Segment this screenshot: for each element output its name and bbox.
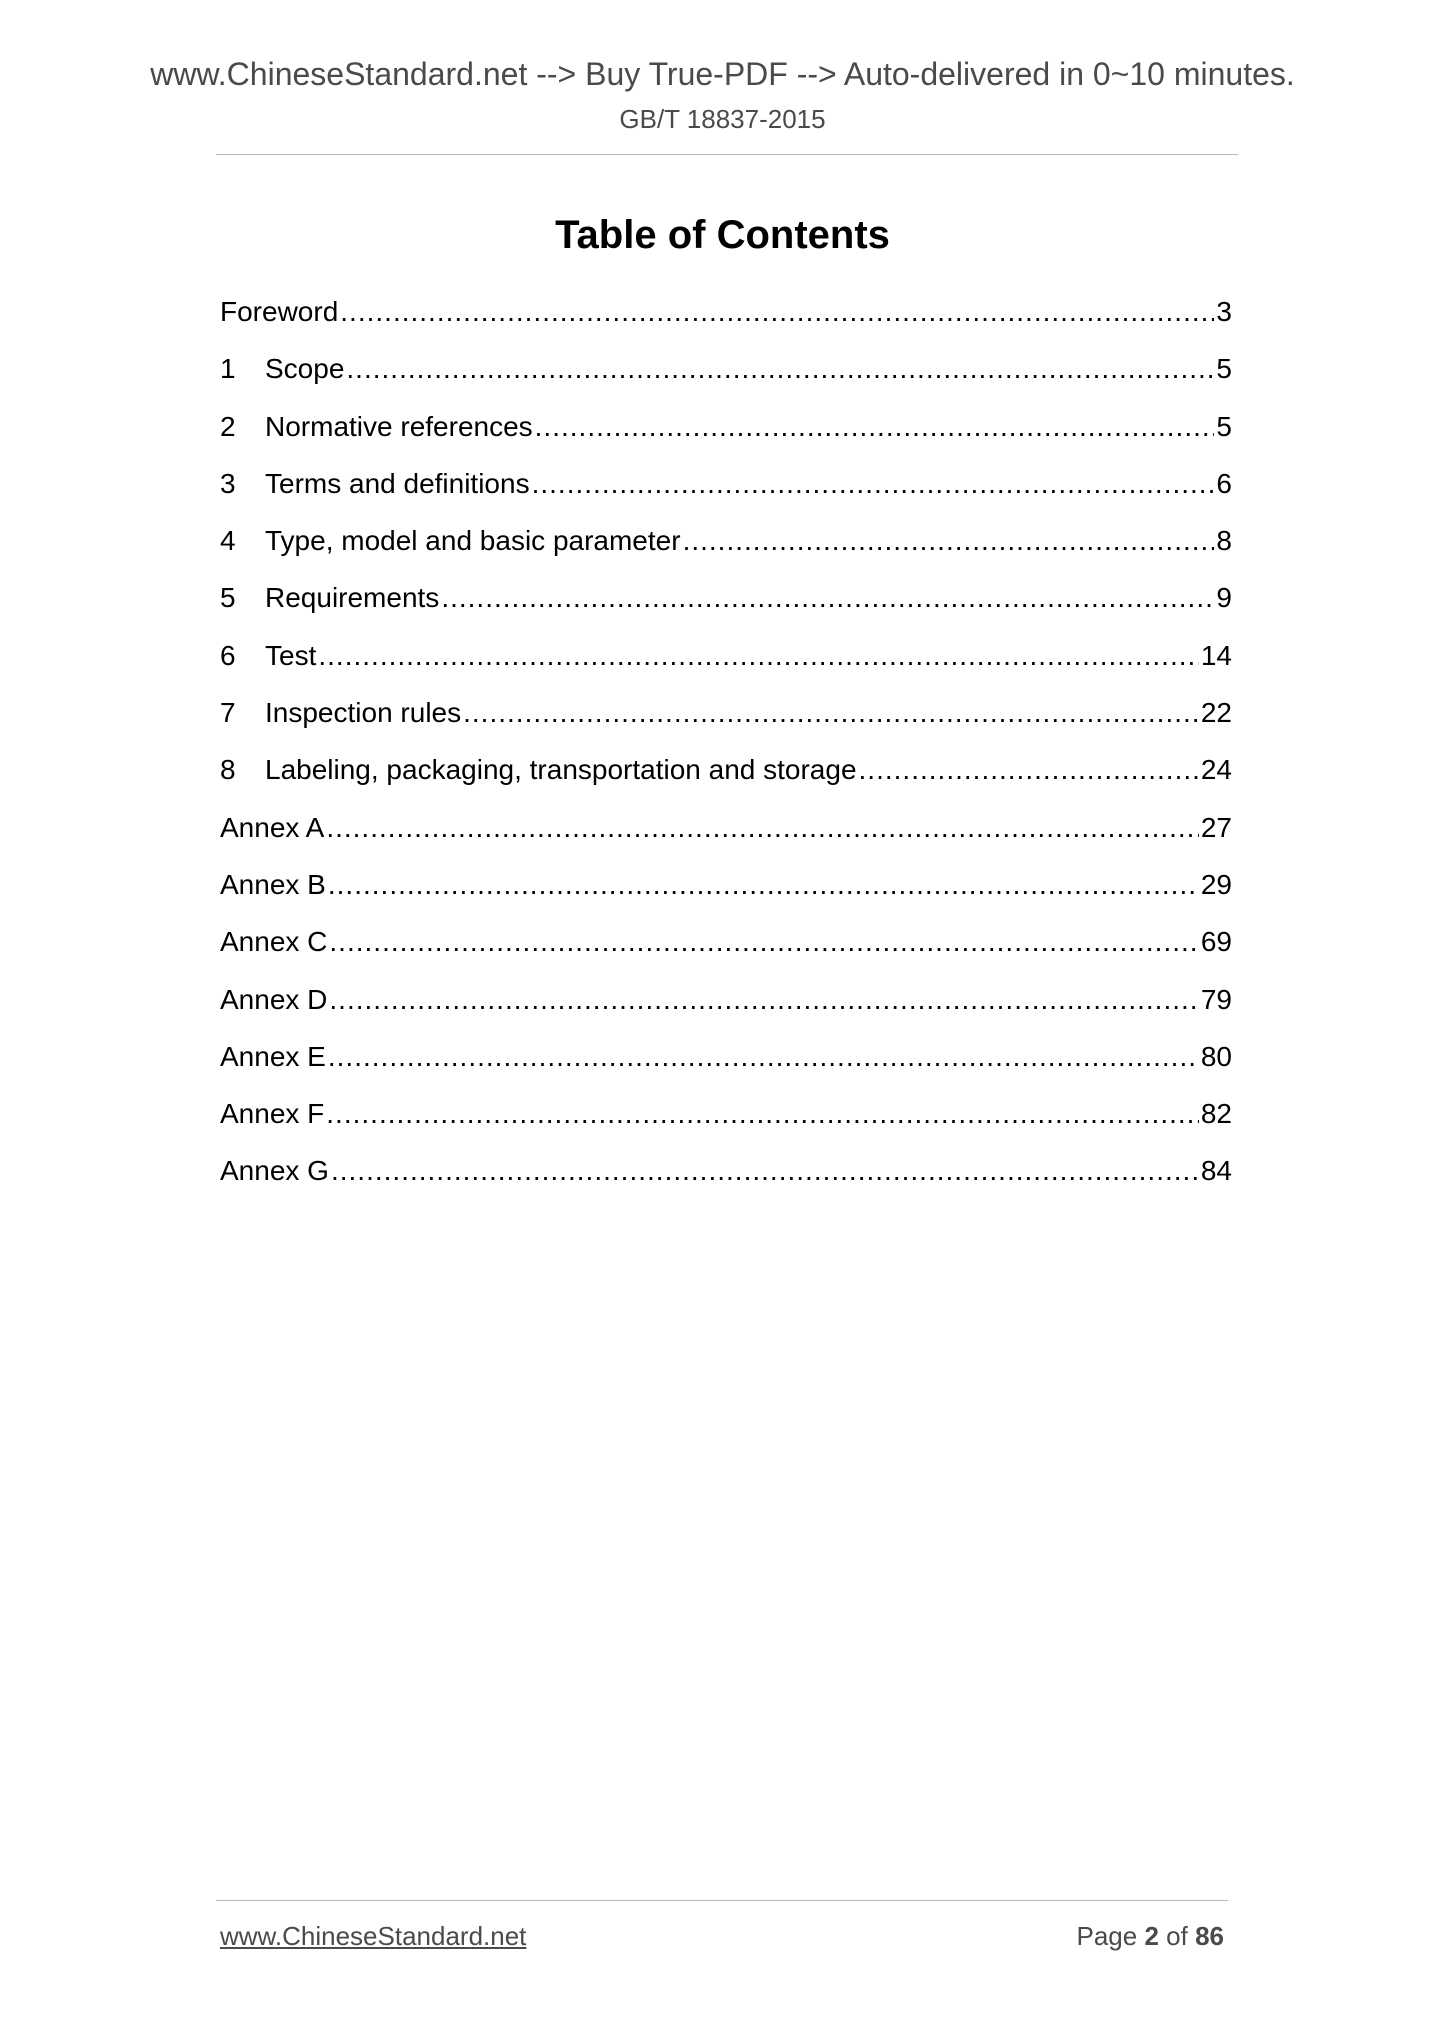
toc-entry-requirements[interactable] (220, 582, 1232, 639)
toc-leader-dots (331, 1155, 1199, 1187)
toc-entry-labeling-packaging[interactable] (220, 754, 1232, 811)
footer-site-link[interactable]: www.ChineseStandard.net (220, 1921, 527, 1951)
toc-leader-dots (328, 869, 1199, 901)
standard-number: GB/T 18837-2015 (619, 104, 826, 134)
toc-entry-label: Annex F (220, 1098, 325, 1130)
toc-entry-label: Annex A (220, 811, 325, 843)
toc-leader-dots (532, 468, 1215, 500)
toc-entry-annex-e[interactable] (220, 1041, 1232, 1098)
toc-entry-annex-b[interactable] (220, 869, 1232, 926)
toc-entry-label: Annex D (220, 983, 328, 1015)
toc-leader-dots (318, 640, 1198, 672)
header-banner: www.ChineseStandard.net --> Buy True-PDF --> Auto-delivered in 0~10 minutes. (150, 56, 1295, 92)
toc-entry-terms-and-definitions[interactable] (220, 468, 1232, 525)
toc-leader-dots (326, 812, 1199, 844)
total-pages: 86 (1195, 1921, 1224, 1951)
toc-leader-dots (683, 525, 1215, 557)
table-of-contents (220, 296, 1232, 1213)
toc-entry-page: 29 (1200, 868, 1232, 900)
toc-entry-label: Labeling, packaging, transportation and storage (265, 754, 857, 786)
toc-entry-number: 1 (220, 353, 236, 385)
toc-entry-label: Test (265, 639, 317, 671)
toc-entry-page: 5 (1216, 353, 1232, 385)
toc-entry-page: 5 (1216, 410, 1232, 442)
toc-entry-page: 14 (1200, 639, 1232, 671)
toc-entry-label: Scope (265, 353, 345, 385)
toc-entry-type-model[interactable] (220, 525, 1232, 582)
page-number (1076, 1921, 1224, 1952)
toc-entry-test[interactable] (220, 640, 1232, 697)
toc-entry-label: Requirements (265, 582, 440, 614)
toc-entry-label: Annex G (220, 1155, 329, 1187)
toc-entry-page: 22 (1200, 697, 1232, 729)
toc-entry-annex-d[interactable] (220, 984, 1232, 1041)
header-divider (216, 154, 1238, 155)
toc-entry-foreword[interactable] (220, 296, 1232, 353)
toc-leader-dots (326, 1098, 1199, 1130)
toc-entry-page: 27 (1200, 811, 1232, 843)
toc-entry-page: 6 (1216, 467, 1232, 499)
toc-entry-label: Terms and definitions (265, 467, 530, 499)
toc-leader-dots (329, 926, 1198, 958)
toc-entry-page: 24 (1200, 754, 1232, 786)
toc-entry-label: Inspection rules (265, 697, 462, 729)
toc-entry-page: 9 (1216, 582, 1232, 614)
toc-leader-dots (346, 353, 1214, 385)
toc-entry-annex-c[interactable] (220, 926, 1232, 983)
toc-entry-label: Annex E (220, 1040, 326, 1072)
toc-entry-page: 69 (1200, 926, 1232, 958)
page-of: of (1166, 1921, 1188, 1951)
toc-entry-label: Foreword (220, 296, 339, 327)
current-page: 2 (1144, 1921, 1159, 1951)
page-prefix: Page (1076, 1921, 1138, 1951)
toc-entry-scope[interactable] (220, 353, 1232, 410)
toc-entry-number: 4 (220, 525, 236, 557)
footer-divider (216, 1900, 1228, 1901)
toc-leader-dots (340, 296, 1214, 328)
toc-entry-page: 8 (1216, 525, 1232, 557)
toc-leader-dots (329, 984, 1198, 1016)
toc-entry-number: 7 (220, 697, 236, 729)
toc-entry-number: 3 (220, 467, 236, 499)
toc-entry-page: 82 (1200, 1098, 1232, 1130)
toc-entry-page: 84 (1200, 1155, 1232, 1187)
toc-entry-page: 80 (1200, 1040, 1232, 1072)
toc-leader-dots (441, 582, 1214, 614)
toc-entry-number: 5 (220, 582, 236, 614)
toc-entry-page: 3 (1216, 296, 1232, 327)
toc-leader-dots (328, 1041, 1199, 1073)
toc-entry-annex-a[interactable] (220, 812, 1232, 869)
toc-entry-label: Normative references (265, 410, 533, 442)
toc-entry-number: 2 (220, 410, 236, 442)
toc-leader-dots (463, 697, 1199, 729)
toc-entry-inspection-rules[interactable] (220, 697, 1232, 754)
toc-leader-dots (859, 754, 1199, 786)
page-title: Table of Contents (555, 213, 890, 257)
toc-entry-annex-g[interactable] (220, 1155, 1232, 1212)
toc-entry-label: Annex C (220, 926, 328, 958)
toc-entry-label: Annex B (220, 868, 326, 900)
toc-entry-annex-f[interactable] (220, 1098, 1232, 1155)
toc-entry-normative-references[interactable] (220, 411, 1232, 468)
toc-entry-label: Type, model and basic parameter (265, 525, 681, 557)
toc-entry-page: 79 (1200, 983, 1232, 1015)
toc-entry-number: 6 (220, 639, 236, 671)
toc-entry-number: 8 (220, 754, 236, 786)
toc-leader-dots (535, 411, 1215, 443)
